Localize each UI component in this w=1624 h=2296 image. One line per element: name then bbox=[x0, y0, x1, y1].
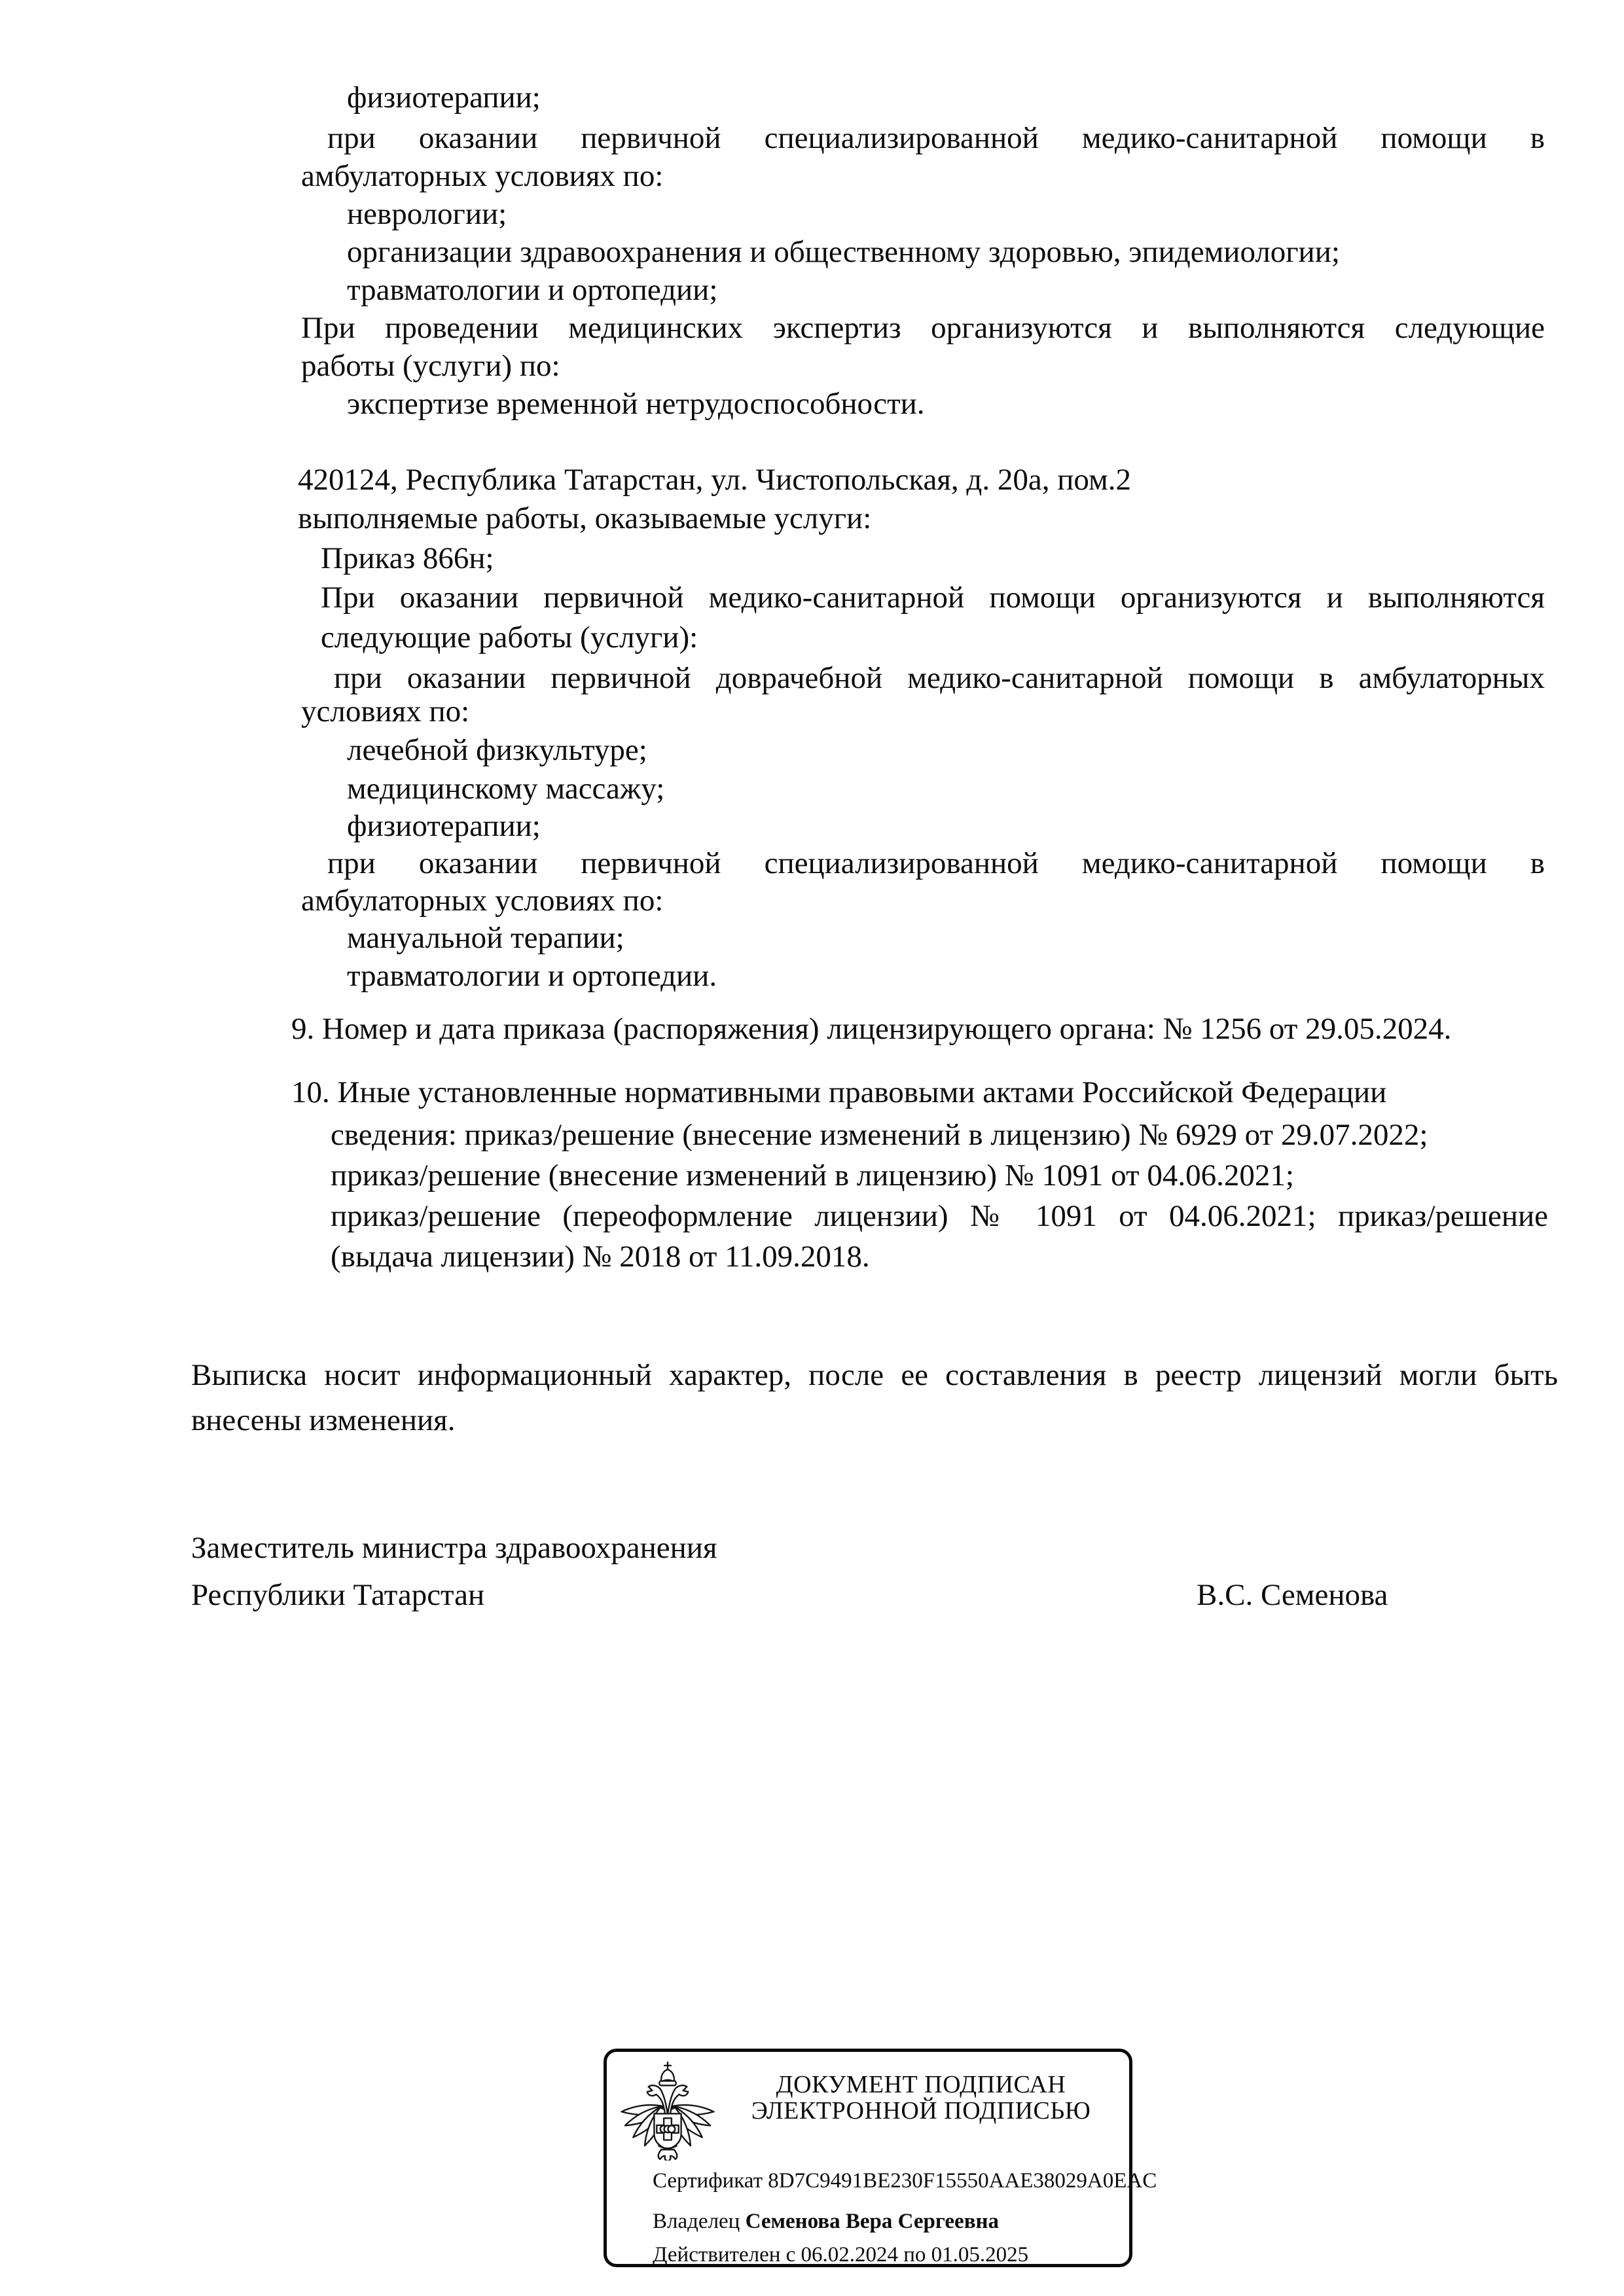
doc-line: При проведении медицинских экспертиз организуются и выполняются следующие bbox=[301, 311, 1545, 345]
disclaimer-line: внесены изменения. bbox=[191, 1403, 456, 1437]
owner-value: Семенова Вера Сергеевна bbox=[745, 2210, 1000, 2233]
doc-line: физиотерапии; bbox=[347, 809, 541, 843]
doc-line: амбулаторных условиях по: bbox=[301, 159, 664, 193]
item-9-order-number: 9. Номер и дата приказа (распоряжения) лицензирующего органа: № 1256 от 29.05.2024. bbox=[291, 1012, 1452, 1046]
doc-line: при оказании первичной специализированной медико-санитарной помощи в bbox=[327, 846, 1545, 880]
stamp-certificate bbox=[653, 2169, 1157, 2193]
roszdravnadzor-eagle-icon bbox=[616, 2061, 719, 2161]
doc-line: неврологии; bbox=[347, 197, 507, 231]
doc-line: работы (услуги) по: bbox=[301, 349, 560, 383]
stamp-title-line1: ДОКУМЕНТ ПОДПИСАН bbox=[776, 2071, 1066, 2098]
doc-line: при оказании первичной доврачебной медико-санитарной помощи в амбулаторных bbox=[334, 661, 1545, 695]
doc-line: условиях по: bbox=[301, 694, 470, 728]
signatory-name: В.С. Семенова bbox=[1197, 1578, 1388, 1612]
doc-line: следующие работы (услуги): bbox=[321, 620, 698, 655]
stamp-owner bbox=[653, 2210, 999, 2233]
doc-line: лечебной физкультуре; bbox=[347, 733, 647, 767]
doc-line: организации здравоохранения и общественному здоровью, эпидемиологии; bbox=[347, 235, 1340, 269]
doc-line: травматологии и ортопедии. bbox=[347, 959, 717, 993]
signatory-post: Заместитель министра здравоохранения bbox=[191, 1531, 717, 1565]
doc-line: приказ/решение (переоформление лицензии) № 1091 от 04.06.2021; приказ/решение bbox=[331, 1199, 1548, 1233]
stamp-title-line2: ЭЛЕКТРОННОЙ ПОДПИСЬЮ bbox=[751, 2097, 1091, 2125]
doc-line: амбулаторных условиях по: bbox=[301, 884, 664, 918]
doc-line: выполняемые работы, оказываемые услуги: bbox=[298, 501, 872, 535]
stamp-title bbox=[725, 2072, 1117, 2124]
doc-line: медицинскому массажу; bbox=[347, 772, 665, 806]
doc-line: мануальной терапии; bbox=[347, 921, 624, 955]
doc-line: Приказ 866н; bbox=[321, 541, 494, 575]
stamp-validity: Действителен с 06.02.2024 по 01.05.2025 bbox=[653, 2243, 1029, 2267]
doc-line: сведения: приказ/решение (внесение изменений в лицензию) № 6929 от 29.07.2022; bbox=[331, 1118, 1428, 1152]
disclaimer-line: Выписка носит информационный характер, после ее составления в реестр лицензий могли быть bbox=[191, 1358, 1558, 1392]
certificate-value: 8D7C9491BE230F15550AAE38029A0EAC bbox=[768, 2169, 1157, 2193]
doc-line: при оказании первичной специализированной медико-санитарной помощи в bbox=[327, 121, 1545, 155]
doc-line: экспертизе временной нетрудоспособности. bbox=[347, 387, 925, 421]
doc-line: травматологии и ортопедии; bbox=[347, 273, 718, 307]
doc-line: (выдача лицензии) № 2018 от 11.09.2018. bbox=[331, 1240, 870, 1274]
electronic-signature-stamp bbox=[604, 2049, 1157, 2267]
doc-line: приказ/решение (внесение изменений в лицензию) № 1091 от 04.06.2021; bbox=[331, 1158, 1294, 1193]
doc-line: При оказании первичной медико-санитарной помощи организуются и выполняются bbox=[321, 581, 1545, 615]
address-line: 420124, Республика Татарстан, ул. Чистопольская, д. 20а, пом.2 bbox=[298, 463, 1131, 497]
signatory-post: Республики Татарстан bbox=[191, 1578, 485, 1612]
item-10-other-info: 10. Иные установленные нормативными правовыми актами Российской Федерации bbox=[291, 1075, 1387, 1109]
doc-line: физиотерапии; bbox=[347, 81, 541, 115]
certificate-label: Сертификат bbox=[653, 2169, 763, 2193]
owner-label: Владелец bbox=[653, 2210, 740, 2233]
